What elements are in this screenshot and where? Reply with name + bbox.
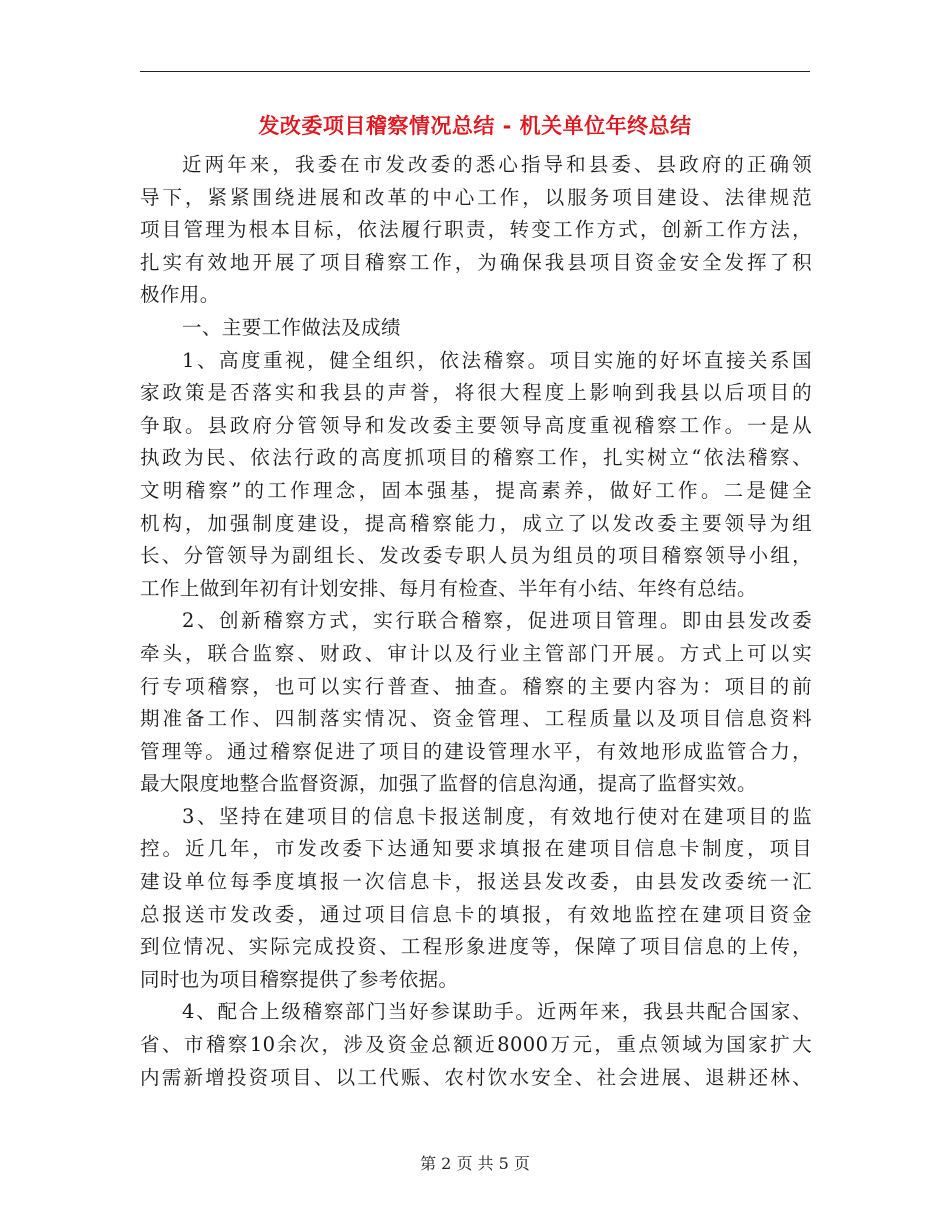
text-line: 1、高度重视，健全组织，依法稽察。项目实施的好坏直接关系国	[182, 348, 812, 372]
text-line: 2、创新稽察方式，实行联合稽察，促进项目管理。即由县发改委	[182, 609, 812, 633]
text-line: 导下，紧紧围绕进展和改革的中心工作，以服务项目建设、法律规范	[140, 185, 812, 209]
text-line: 项目管理为根本目标，依法履行职责，转变工作方式，创新工作方法，	[140, 218, 812, 242]
text-line: 扎实有效地开展了项目稽察工作，为确保我县项目资金安全发挥了积	[140, 250, 812, 274]
header-rule	[140, 71, 810, 72]
text-line: 家政策是否落实和我县的声誉，将很大程度上影响到我县以后项目的	[140, 381, 812, 405]
text-line: 总报送市发改委，通过项目信息卡的填报，有效地监控在建项目资金	[140, 902, 812, 926]
section-heading	[140, 312, 812, 345]
text-line: 期准备工作、四制落实情况、资金管理、工程质量以及项目信息资料	[140, 707, 812, 731]
text-line: 同时也为项目稽察提供了参考依据。	[140, 967, 459, 991]
text-line: 近两年来，我委在市发改委的悉心指导和县委、县政府的正确领	[182, 153, 812, 176]
text-line: 长、分管领导为副组长、发改委专职人员为组员的项目稽察领导小组，	[140, 544, 812, 568]
text-line: 内需新增投资项目、以工代赈、农村饮水安全、社会进展、退耕还林、	[140, 1065, 812, 1089]
paragraph-item-1	[140, 345, 812, 606]
paragraph-item-2	[140, 605, 812, 801]
document-title: 发改委项目稽察情况总结 - 机关单位年终总结	[258, 114, 692, 138]
text-line: 管理等。通过稽察促进了项目的建设管理水平，有效地形成监管合力，	[140, 739, 812, 763]
document-body	[140, 149, 812, 1094]
paragraph-item-3	[140, 801, 812, 997]
text-line: 行专项稽察，也可以实行普查、抽查。稽察的主要内容为：项目的前	[140, 674, 812, 698]
page-number-footer: 第 2 页 共 5 页	[420, 1154, 530, 1173]
text-line: 最大限度地整合监督资源，加强了监督的信息沟通，提高了监督实效。	[140, 772, 757, 796]
text-line: 文明稽察”的工作理念，固本强基，提高素养，做好工作。二是健全	[140, 478, 812, 502]
paragraph-intro	[140, 149, 812, 312]
text-line: 极作用。	[140, 283, 220, 307]
text-line: 4、配合上级稽察部门当好参谋助手。近两年来，我县共配合国家、	[182, 1000, 812, 1024]
text-line: 到位情况、实际完成投资、工程形象进度等，保障了项目信息的上传，	[140, 935, 812, 959]
text-line: 一、主要工作做法及成绩	[182, 315, 401, 339]
text-line: 3、坚持在建项目的信息卡报送制度，有效地行使对在建项目的监	[182, 804, 812, 828]
text-line: 牵头，联合监察、财政、审计以及行业主管部门开展。方式上可以实	[140, 641, 812, 665]
text-line: 机构，加强制度建设，提高稽察能力，成立了以发改委主要领导为组	[140, 511, 812, 535]
text-line: 控。近几年，市发改委下达通知要求填报在建项目信息卡制度，项目	[140, 837, 812, 861]
text-line: 争取。县政府分管领导和发改委主要领导高度重视稽察工作。一是从	[140, 413, 812, 437]
paragraph-item-4	[140, 996, 812, 1094]
text-line: 执政为民、依法行政的高度抓项目的稽察工作，扎实树立“依法稽察、	[140, 446, 812, 470]
text-line: 省、市稽察10余次，涉及资金总额近8000万元，重点领域为国家扩大	[140, 1033, 812, 1057]
text-line: 建设单位每季度填报一次信息卡，报送县发改委，由县发改委统一汇	[140, 870, 812, 894]
text-line: 工作上做到年初有计划安排、每月有检查、半年有小结、年终有总结。	[140, 576, 757, 600]
